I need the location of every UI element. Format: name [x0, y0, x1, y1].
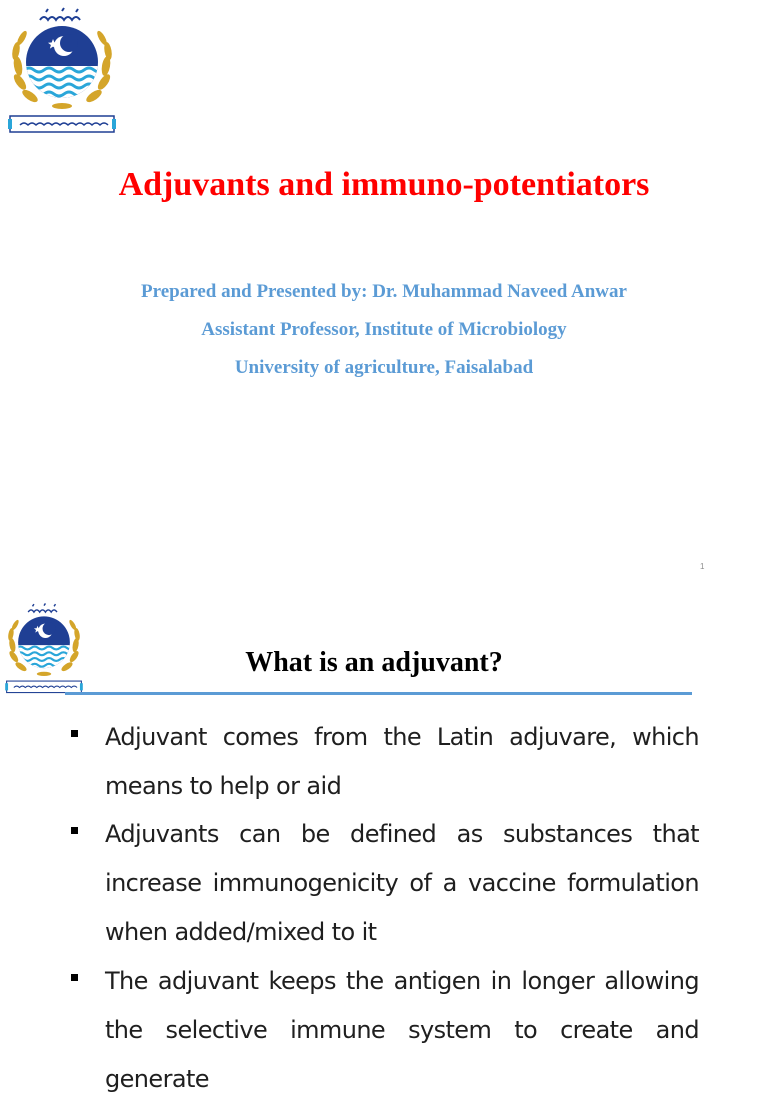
university-line: University of agriculture, Faisalabad [234, 357, 534, 378]
slide-title: What is an adjuvant? [245, 647, 503, 678]
bullet-item: Adjuvants can be defined as substances that increase immunogenicity of a vaccine formulation when added/mixed to it [105, 820, 699, 946]
university-crest-logo [6, 6, 118, 134]
bullet-item: The adjuvant keeps the antigen in longer allowing the selective immune system to create and generate [105, 967, 699, 1093]
square-bullet-icon [71, 827, 78, 834]
page-number: 1 [700, 562, 705, 571]
square-bullet-icon [71, 974, 78, 981]
square-bullet-icon [71, 730, 78, 737]
position-line: Assistant Professor, Institute of Microbiology [201, 319, 567, 340]
title-underline [65, 692, 692, 695]
bullet-item: Adjuvant comes from the Latin adjuvare, which means to help or aid [105, 723, 699, 800]
slide-title: Adjuvants and immuno-potentiators [118, 166, 650, 203]
presenter-line: Prepared and Presented by: Dr. Muhammad Naveed Anwar [141, 281, 627, 302]
